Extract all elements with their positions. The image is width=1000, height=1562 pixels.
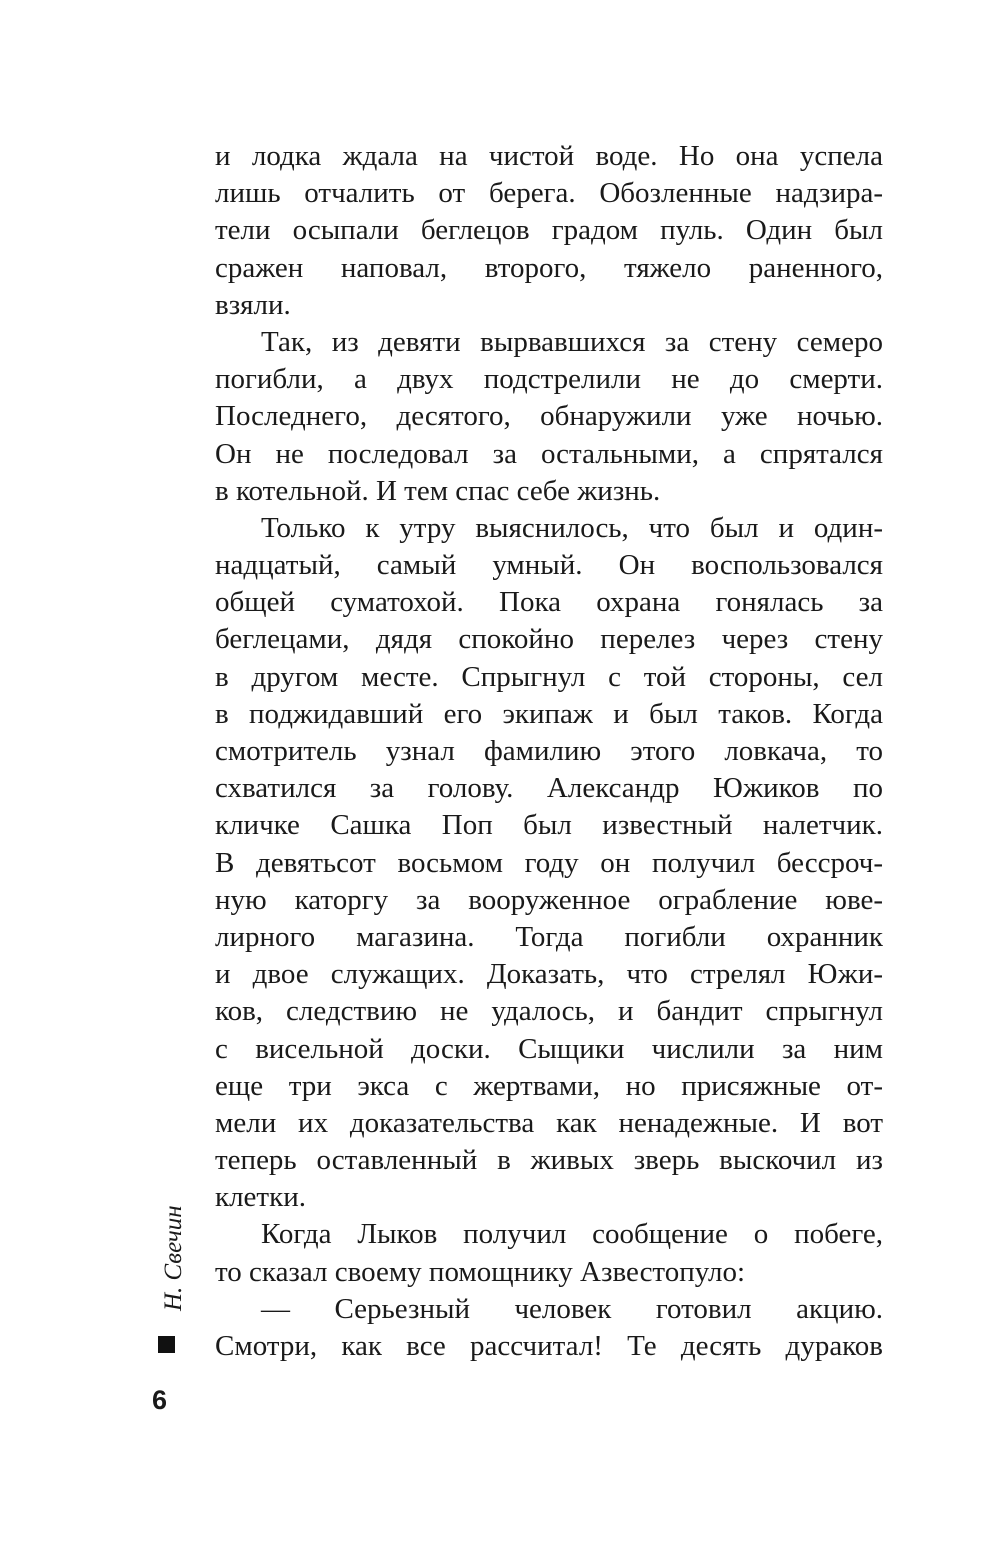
text-line: в другом месте. Спрыгнул с той стороны, сел	[215, 660, 883, 693]
text-line: лирного магазина. Тогда погибли охранник	[215, 920, 883, 953]
text-line: Когда Лыков получил сообщение о побеге,	[261, 1218, 883, 1251]
text-line: общей суматохой. Пока охрана гонялась за	[215, 586, 883, 619]
text-line: надцатый, самый умный. Он воспользовался	[215, 549, 883, 582]
text-line: Последнего, десятого, обнаружили уже ночью.	[215, 400, 883, 433]
text-line: ную каторгу за вооруженное ограбление юве-	[215, 883, 883, 916]
body-text	[215, 138, 883, 1365]
text-line: смотритель узнал фамилию этого ловкача, то	[215, 735, 883, 767]
text-line: тели осыпали беглецов градом пуль. Один был	[215, 214, 883, 247]
page-number: 6	[152, 1385, 168, 1415]
text-line: клетки.	[215, 1181, 306, 1214]
square-marker-icon	[158, 1336, 175, 1353]
text-line: и двое служащих. Доказать, что стрелял Южи-	[215, 958, 883, 991]
text-line: в котельной. И тем спас себе жизнь.	[215, 474, 661, 507]
text-line: сражен наповал, второго, тяжело раненного,	[215, 251, 883, 284]
text-line: теперь оставленный в живых зверь выскочил из	[215, 1144, 883, 1177]
text-line: то сказал своему помощнику Азвестопуло:	[215, 1255, 746, 1288]
text-line: в поджидавший его экипаж и был таков. Когда	[215, 697, 883, 730]
text-line: Смотри, как все рассчитал! Те десять дураков	[215, 1330, 883, 1362]
text-line: и лодка ждала на чистой воде. Но она успела	[215, 140, 883, 172]
text-line: В девятьсот восьмом году он получил бессроч-	[215, 846, 883, 879]
running-head	[160, 1203, 190, 1313]
text-line: кличке Сашка Поп был известный налетчик.	[215, 809, 883, 842]
text-line: взяли.	[215, 288, 291, 321]
text-line: ков, следствию не удалось, и бандит спрыгнул	[215, 995, 883, 1028]
text-line: — Серьезный человек готовил акцию.	[261, 1292, 883, 1325]
text-line: беглецами, дядя спокойно перелез через стену	[215, 623, 883, 656]
text-line: Он не последовал за остальными, а спрятался	[215, 437, 883, 470]
running-head-author: Н. Свечин	[160, 1205, 187, 1311]
text-line: мели их доказательства как ненадежные. И вот	[215, 1106, 883, 1139]
text-line: Только к утру выяснилось, что был и один-	[261, 511, 883, 544]
text-line: еще три экса с жертвами, но присяжные от-	[215, 1069, 883, 1102]
text-line: Так, из девяти вырвавшихся за стену семеро	[261, 325, 883, 358]
text-line: схватился за голову. Александр Южиков по	[215, 772, 883, 805]
text-line: с висельной доски. Сыщики числили за ним	[215, 1032, 883, 1065]
text-line: лишь отчалить от берега. Обозленные надзира-	[215, 177, 883, 210]
text-line: погибли, а двух подстрелили не до смерти.	[215, 363, 883, 396]
